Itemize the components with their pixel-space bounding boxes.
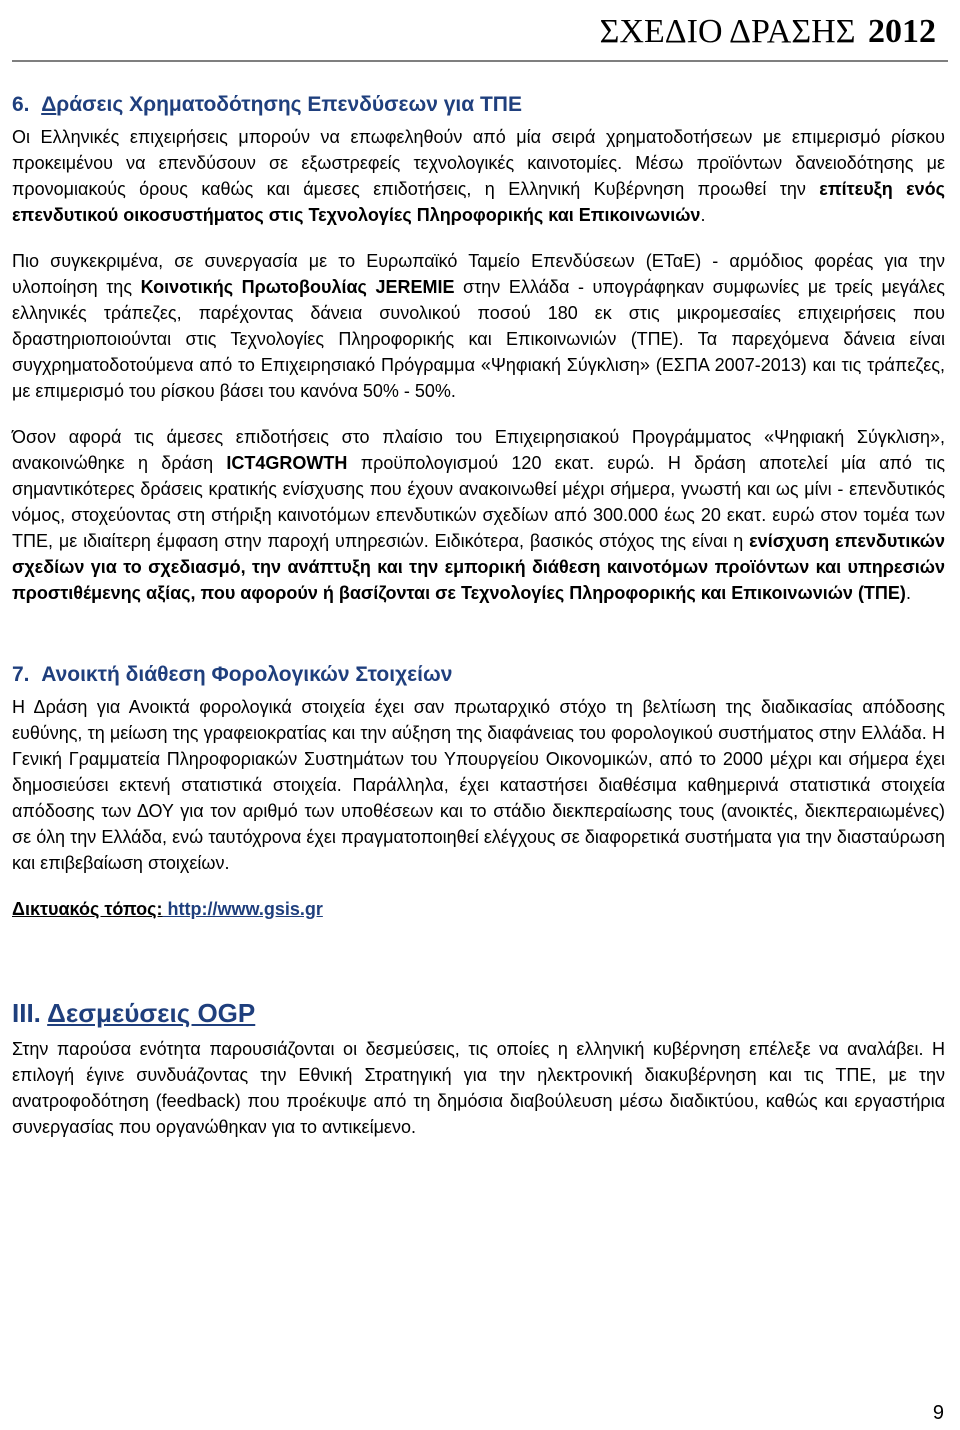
section-6-title: ράσεις Χρηματοδότησης Επενδύσεων για ΤΠΕ [56,93,522,116]
header-title [600,10,936,54]
page-number: 9 [932,1402,944,1424]
paragraph-text: προϋπολογισμού 120 εκατ. ευρώ. Η δράση αποτελεί μία από τις σημαντικότερες δράσεις κρατικής ενίσχυσης που έχουν ανακοινωθεί μέχρι σήμερα, γνωστή και ως μίνι - επενδυτικός νόμος, στοχεύοντας στη στήριξη καινοτόμων επενδυτικών σχεδίων από 300.000 έως 20 εκατ. ευρώ στον τομέα των ΤΠΕ, με ιδιαίτερη έμφαση στην παροχή υπηρεσιών. Ειδικότερα, βασικός στόχος της είναι η [12,453,945,551]
section-6-number: 6. [12,93,30,116]
paragraph-text: Όσον αφορά τις άμεσες επιδοτήσεις στο πλαίσιο του Επιχειρησιακού Προγράμματος «Ψηφιακή Σύγκλιση», ανακοινώθηκε η δράση [12,427,945,473]
spacer [12,876,945,896]
header-title-text: ΣΧΕΔΙΟ ΔΡΑΣΗΣ [599,13,856,50]
page-header [0,0,960,62]
paragraph-text: στην Ελλάδα - υπογράφηκαν συμφωνίες με τρείς μεγάλες ελληνικές τράπεζες, παρέχοντας δάνεια συνολικού ποσού 180 εκ στις μικρομεσαίες επιχειρήσεις που δραστηριοποιούνται στις Τεχνολογίες Πληροφορικής και Επικοινωνιών (ΤΠΕ). Τα παρεχόμενα δάνεια είναι συγχρηματοδοτούμενα από το Επιχειρησιακό Πρόγραμμα «Ψηφιακή Σύγκλιση» (ΕΣΠΑ 2007-2013) και τις τράπεζες, με επιμερισμό του ρίσκου βάσει του κανόνα 50% - 50%. [12,277,945,401]
paragraph-bold-text: ICT4GROWTH [226,453,348,473]
spacer [12,404,945,424]
website-link[interactable]: http://www.gsis.gr [162,899,323,919]
header-divider [12,60,948,62]
section-7-number: 7. [12,663,30,686]
website-label: Δικτυακός τόπος: [12,899,163,919]
section-7-paragraph-1: Η Δράση για Ανοικτά φορολογικά στοιχεία έχει σαν πρωταρχικό στόχο τη βελτίωση της διαδικασίας απόδοσης ευθύνης, τη μείωση της γραφειοκρατίας και την αύξηση της διαφάνειας του φορολογικού συστήματος στην Ελλάδα. Η Γενική Γραμματεία Πληροφοριακών Συστημάτων του Υπουργείου Οικονομικών, από το 2000 μέχρι και σήμερα έχει δημοσιεύσει εκτενή στατιστικά στοιχεία. Παράλληλα, έχει καταστήσει διαθέσιμα καθημερινά στατιστικά στοιχεία απόδοσης των ΔΟΥ για τον αριθμό των υποθέσεων και το στάδιο διεκπεραίωσης τους (ανοικτές, διεκπεραιωμένες) σε όλη την Ελλάδα, ενώ ταυτόχρονα έχει πραγματοποιηθεί ελέγχους σε διαφορετικά συστήματα για την διασταύρωση και επιβεβαίωση στοιχείων. [12,697,945,873]
spacer [12,228,945,248]
header-year: 2012 [868,13,936,50]
section-6-title-initial: Δ [41,93,57,116]
paragraph-bold-text: Κοινοτικής Πρωτοβουλίας JEREMIE [140,277,455,297]
spacer [12,606,945,660]
section-iii-number: ΙΙΙ. [12,998,41,1028]
paragraph-bold-text: επίτευξη ενός επενδυτικού οικοσυστήματος στις Τεχνολογίες Πληροφορικής και Επικοινωνιών [12,179,945,225]
section-6-paragraph-3 [12,424,945,606]
paragraph-text: Οι Ελληνικές επιχειρήσεις μπορούν να επωφεληθούν από μία σειρά χρηματοδοτήσεων με επιμερισμό ρίσκου προκειμένου να επενδύσουν σε εξωστρεφείς τεχνολογικές καινοτομίες. Μέσω προϊόντων δανειοδότησης με προνομιακούς όρους καθώς και άμεσες επιδοτήσεις, η Ελληνική Κυβέρνηση προωθεί την [12,127,945,199]
section-iii-heading [12,996,945,1030]
paragraph-text: Πιο συγκεκριμένα, σε συνεργασία με το Ευρωπαϊκό Ταμείο Επενδύσεων (ΕΤαΕ) - αρμόδιος φορέας για την υλοποίηση της [12,251,945,297]
document-body [12,90,945,1140]
paragraph-bold-text: ενίσχυση επενδυτικών σχεδίων για το σχεδιασμό, την ανάπτυξη και την εμπορική διάθεση καινοτόμων προϊόντων και υπηρεσιών προστιθέμενης αξίας, που αφορούν ή βασίζονται σε Τεχνολογίες Πληροφορικής και Επικοινωνιών (ΤΠΕ) [12,531,945,603]
spacer [12,922,945,996]
paragraph-text: . [905,583,911,603]
website-line [12,896,945,922]
section-iii-paragraph-1: Στην παρούσα ενότητα παρουσιάζονται οι δεσμεύσεις, τις οποίες η ελληνική κυβέρνηση επέλεξε να αναλάβει. Η επιλογή έγινε συνδυάζοντας την Εθνική Στρατηγική για την ηλεκτρονική διακυβέρνηση και τις ΤΠΕ, με την ανατροφοδότηση (feedback) που προέκυψε από τη δημόσια διαβούλευση μέσω διαδικτύου, καθώς και εργαστήρια συνεργασίας που οργανώθηκαν για το αντικείμενο. [12,1039,945,1137]
section-6-paragraph-2 [12,248,945,404]
section-6-paragraph-1 [12,124,945,228]
section-7-title: Ανοικτή διάθεση Φορολογικών Στοιχείων [41,663,453,686]
section-iii-title: Δεσμεύσεις OGP [47,998,256,1028]
paragraph-text: . [700,205,706,225]
section-7-heading [12,660,945,690]
section-6-heading [12,90,945,120]
